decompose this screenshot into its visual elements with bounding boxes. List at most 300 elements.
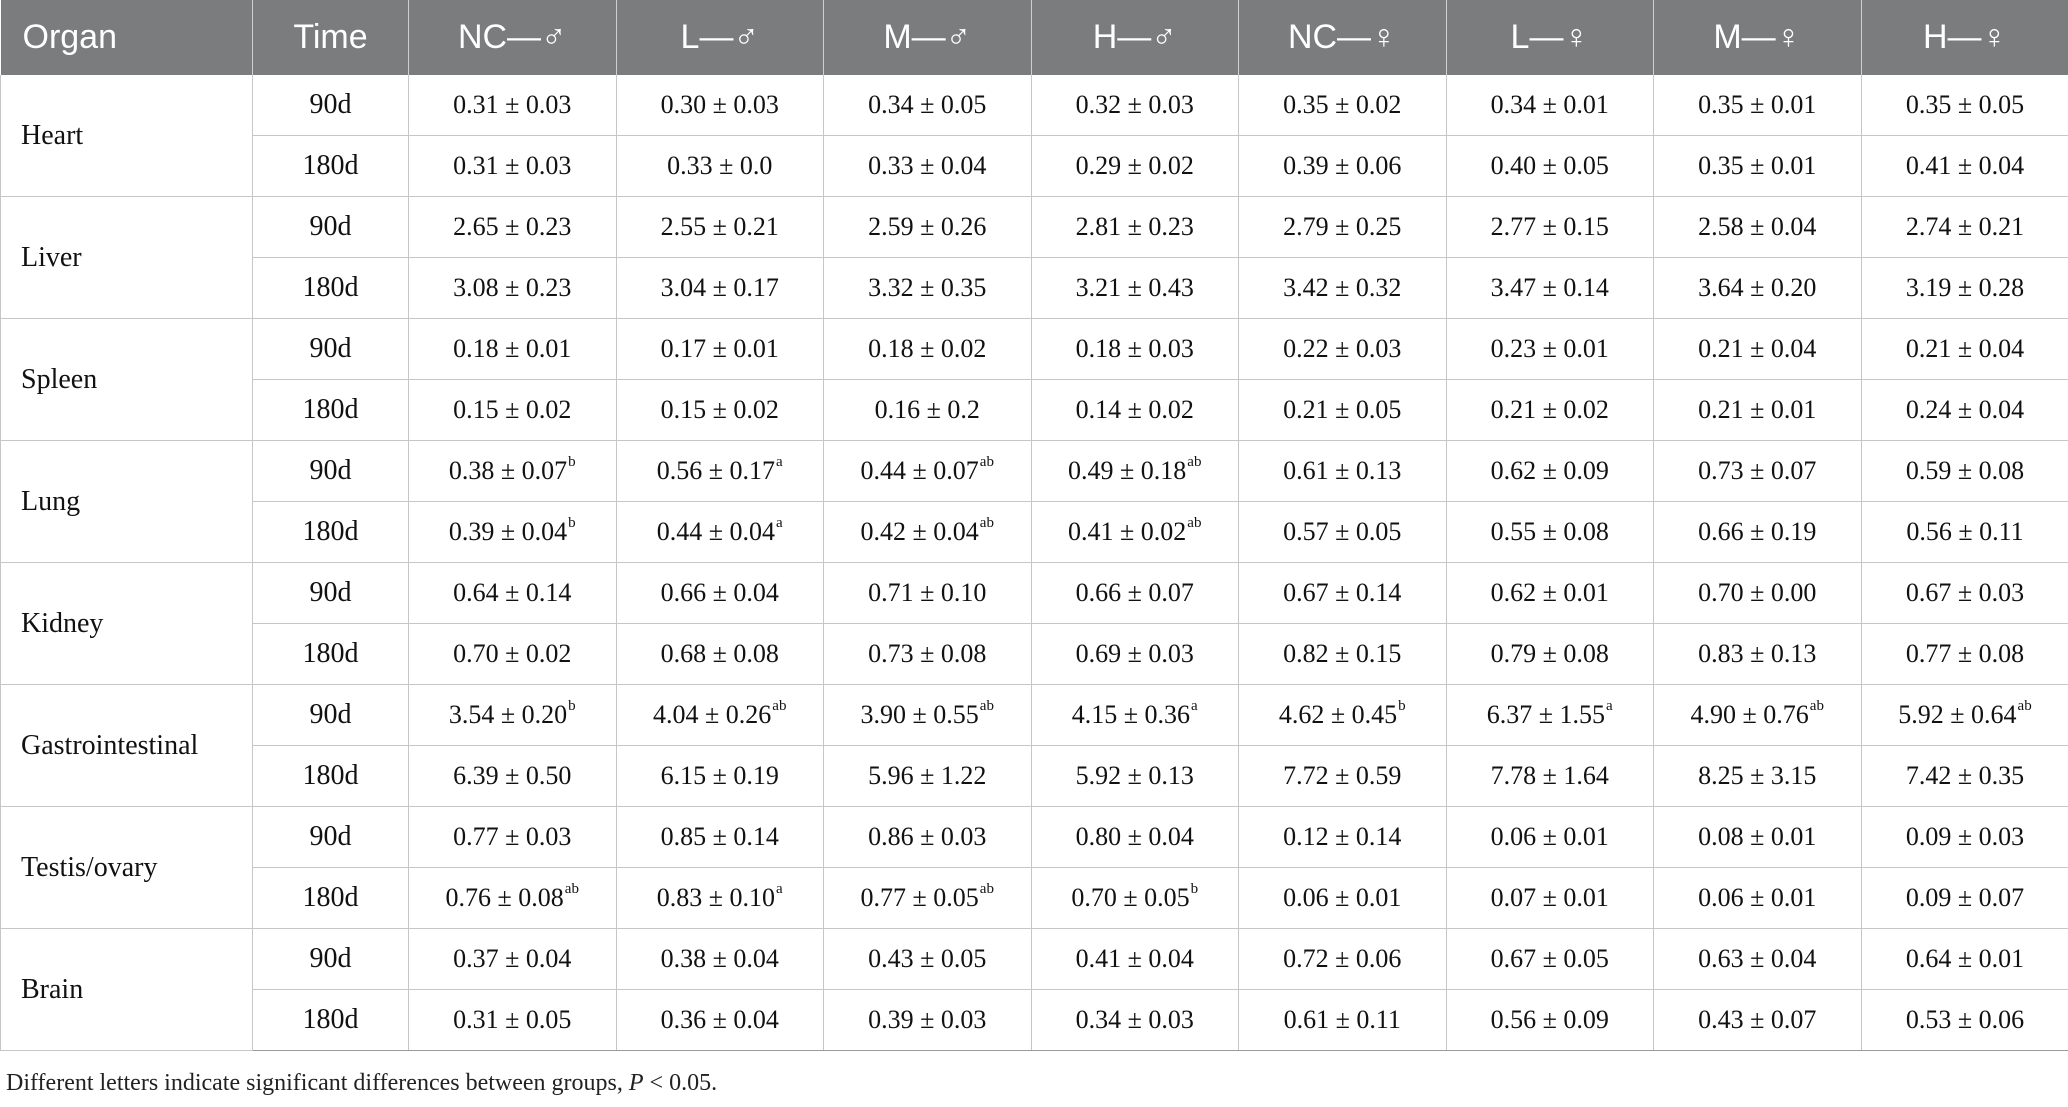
value-text: 0.31 ± 0.05 — [453, 1005, 572, 1034]
value-cell — [1239, 563, 1447, 624]
value-cell — [824, 929, 1032, 990]
value-text: 0.15 ± 0.02 — [660, 395, 779, 424]
value-text: 0.53 ± 0.06 — [1905, 1005, 2025, 1034]
value-cell — [409, 990, 617, 1051]
value-text: 0.77 ± 0.05 — [860, 883, 979, 912]
significance-letter: ab — [1187, 454, 1202, 470]
value-cell — [409, 197, 617, 258]
time-cell: 180d — [253, 868, 409, 929]
value-cell — [1031, 136, 1239, 197]
value-cell — [1031, 258, 1239, 319]
value-text: 7.72 ± 0.59 — [1283, 761, 1402, 790]
value-text: 0.29 ± 0.02 — [1075, 151, 1194, 180]
value-text: 0.49 ± 0.18 — [1068, 456, 1187, 485]
value-text: 0.24 ± 0.04 — [1905, 395, 2025, 424]
value-text: 0.18 ± 0.02 — [868, 334, 987, 363]
time-cell: 90d — [253, 563, 409, 624]
value-cell — [1654, 746, 1862, 807]
value-text: 0.41 ± 0.04 — [1075, 944, 1194, 973]
value-text: 0.31 ± 0.03 — [453, 90, 572, 119]
value-text: 0.21 ± 0.04 — [1698, 334, 1817, 363]
value-cell — [824, 746, 1032, 807]
value-cell — [1446, 258, 1654, 319]
significance-letter: ab — [979, 698, 994, 714]
value-cell — [824, 502, 1032, 563]
table-row — [1, 441, 2068, 502]
value-text: 5.96 ± 1.22 — [868, 761, 987, 790]
value-cell — [1654, 990, 1862, 1051]
value-cell — [1654, 380, 1862, 441]
value-cell — [1654, 75, 1862, 136]
value-text: 0.77 ± 0.03 — [453, 822, 572, 851]
time-cell: 90d — [253, 929, 409, 990]
value-text: 0.70 ± 0.00 — [1698, 578, 1817, 607]
value-text: 2.55 ± 0.21 — [660, 212, 779, 241]
value-text: 5.92 ± 0.64 — [1898, 700, 2017, 729]
column-header: NC—♀ — [1239, 0, 1447, 75]
value-text: 0.73 ± 0.08 — [868, 639, 987, 668]
value-cell — [1446, 746, 1654, 807]
value-text: 0.40 ± 0.05 — [1490, 151, 1609, 180]
significance-letter: b — [568, 698, 576, 714]
value-text: 0.63 ± 0.04 — [1698, 944, 1817, 973]
value-cell — [824, 563, 1032, 624]
value-text: 0.69 ± 0.03 — [1075, 639, 1194, 668]
value-text: 8.25 ± 3.15 — [1698, 761, 1817, 790]
table-row — [1, 380, 2068, 441]
value-cell — [824, 807, 1032, 868]
value-cell — [1654, 136, 1862, 197]
value-cell — [1031, 624, 1239, 685]
table-row — [1, 563, 2068, 624]
value-cell — [409, 685, 617, 746]
value-cell — [409, 563, 617, 624]
value-cell — [1446, 380, 1654, 441]
header-row — [1, 0, 2068, 75]
value-text: 0.35 ± 0.01 — [1698, 151, 1817, 180]
value-text: 0.18 ± 0.03 — [1075, 334, 1194, 363]
significance-letter: a — [776, 515, 783, 531]
value-cell — [1861, 319, 2068, 380]
value-cell — [1031, 319, 1239, 380]
value-text: 2.79 ± 0.25 — [1283, 212, 1402, 241]
value-text: 5.92 ± 0.13 — [1075, 761, 1194, 790]
value-text: 0.72 ± 0.06 — [1283, 944, 1402, 973]
significance-letter: ab — [979, 454, 994, 470]
value-cell — [824, 197, 1032, 258]
value-cell — [1654, 685, 1862, 746]
value-text: 0.21 ± 0.04 — [1905, 334, 2025, 363]
value-cell — [1031, 441, 1239, 502]
value-text: 3.21 ± 0.43 — [1075, 273, 1194, 302]
value-text: 0.66 ± 0.04 — [660, 578, 779, 607]
value-text: 0.31 ± 0.03 — [453, 151, 572, 180]
value-cell — [824, 258, 1032, 319]
value-cell — [1861, 197, 2068, 258]
value-cell — [1031, 807, 1239, 868]
value-cell — [1239, 807, 1447, 868]
value-cell — [409, 746, 617, 807]
value-text: 0.68 ± 0.08 — [660, 639, 779, 668]
value-text: 2.59 ± 0.26 — [868, 212, 987, 241]
value-text: 7.78 ± 1.64 — [1490, 761, 1609, 790]
time-cell: 180d — [253, 746, 409, 807]
value-cell — [409, 319, 617, 380]
value-text: 0.56 ± 0.09 — [1490, 1005, 1609, 1034]
column-header: L—♀ — [1446, 0, 1654, 75]
value-text: 0.67 ± 0.14 — [1283, 578, 1402, 607]
value-cell — [824, 868, 1032, 929]
table-row — [1, 136, 2068, 197]
value-text: 0.55 ± 0.08 — [1490, 517, 1609, 546]
value-cell — [1446, 441, 1654, 502]
time-cell: 90d — [253, 685, 409, 746]
organ-cell: Heart — [1, 75, 253, 197]
value-text: 0.56 ± 0.17 — [656, 456, 776, 485]
value-cell — [1031, 380, 1239, 441]
value-cell — [1861, 685, 2068, 746]
value-cell — [1446, 563, 1654, 624]
value-text: 0.41 ± 0.04 — [1905, 151, 2025, 180]
value-text: 0.17 ± 0.01 — [660, 334, 779, 363]
value-text: 0.67 ± 0.03 — [1905, 578, 2025, 607]
significance-letter: a — [1191, 698, 1198, 714]
value-cell — [1861, 380, 2068, 441]
value-cell — [824, 441, 1032, 502]
table-row — [1, 685, 2068, 746]
column-header: M—♀ — [1654, 0, 1862, 75]
table-header — [1, 0, 2068, 75]
value-cell — [1446, 624, 1654, 685]
value-cell — [1031, 75, 1239, 136]
organ-cell: Gastrointestinal — [1, 685, 253, 807]
table-row — [1, 868, 2068, 929]
column-header: H—♂ — [1031, 0, 1239, 75]
value-cell — [616, 75, 824, 136]
table-row — [1, 319, 2068, 380]
significance-letter: b — [568, 515, 576, 531]
table-row — [1, 197, 2068, 258]
value-cell — [1239, 624, 1447, 685]
value-text: 0.70 ± 0.05 — [1071, 883, 1190, 912]
value-text: 0.37 ± 0.04 — [453, 944, 572, 973]
value-text: 4.62 ± 0.45 — [1278, 700, 1398, 729]
value-text: 0.71 ± 0.10 — [868, 578, 987, 607]
value-cell — [616, 807, 824, 868]
value-cell — [1861, 990, 2068, 1051]
time-cell: 180d — [253, 136, 409, 197]
value-cell — [1239, 258, 1447, 319]
time-cell: 90d — [253, 75, 409, 136]
column-header: Organ — [1, 0, 253, 75]
time-cell: 180d — [253, 624, 409, 685]
table-row — [1, 258, 2068, 319]
value-text: 0.61 ± 0.11 — [1283, 1005, 1401, 1034]
value-cell — [1446, 868, 1654, 929]
table-body — [1, 75, 2068, 1051]
value-cell — [409, 624, 617, 685]
value-cell — [409, 807, 617, 868]
value-text: 0.41 ± 0.02 — [1068, 517, 1187, 546]
value-cell — [616, 746, 824, 807]
value-cell — [616, 258, 824, 319]
value-cell — [824, 75, 1032, 136]
value-cell — [616, 868, 824, 929]
value-cell — [409, 441, 617, 502]
value-cell — [1031, 990, 1239, 1051]
value-cell — [616, 624, 824, 685]
significance-letter: ab — [1809, 698, 1824, 714]
value-text: 0.39 ± 0.04 — [448, 517, 568, 546]
value-text: 0.73 ± 0.07 — [1698, 456, 1817, 485]
value-text: 0.66 ± 0.07 — [1075, 578, 1194, 607]
value-cell — [1031, 563, 1239, 624]
value-text: 0.14 ± 0.02 — [1075, 395, 1194, 424]
value-cell — [1654, 197, 1862, 258]
value-cell — [1446, 319, 1654, 380]
value-text: 0.44 ± 0.04 — [656, 517, 776, 546]
value-cell — [824, 685, 1032, 746]
value-cell — [409, 258, 617, 319]
value-cell — [1654, 502, 1862, 563]
value-text: 6.39 ± 0.50 — [453, 761, 572, 790]
value-cell — [1861, 75, 2068, 136]
value-text: 0.59 ± 0.08 — [1905, 456, 2025, 485]
value-cell — [1031, 197, 1239, 258]
table-row — [1, 624, 2068, 685]
value-cell — [1239, 502, 1447, 563]
table-row — [1, 929, 2068, 990]
organ-cell: Spleen — [1, 319, 253, 441]
value-cell — [824, 136, 1032, 197]
value-cell — [616, 502, 824, 563]
value-cell — [1239, 990, 1447, 1051]
value-cell — [1861, 929, 2068, 990]
value-text: 0.34 ± 0.05 — [868, 90, 987, 119]
value-cell — [616, 990, 824, 1051]
value-cell — [1446, 502, 1654, 563]
column-header: H—♀ — [1861, 0, 2068, 75]
value-cell — [616, 319, 824, 380]
value-text: 7.42 ± 0.35 — [1905, 761, 2025, 790]
value-cell — [1861, 624, 2068, 685]
footnote-p-value: < 0.05. — [643, 1070, 718, 1096]
value-text: 0.83 ± 0.13 — [1698, 639, 1817, 668]
value-text: 0.06 ± 0.01 — [1698, 883, 1817, 912]
value-cell — [1031, 685, 1239, 746]
value-text: 0.21 ± 0.02 — [1490, 395, 1609, 424]
value-cell — [409, 136, 617, 197]
value-text: 0.32 ± 0.03 — [1075, 90, 1194, 119]
value-text: 0.44 ± 0.07 — [860, 456, 979, 485]
value-cell — [616, 197, 824, 258]
value-text: 3.08 ± 0.23 — [453, 273, 572, 302]
organ-cell: Testis/ovary — [1, 807, 253, 929]
value-cell — [1861, 868, 2068, 929]
value-cell — [824, 624, 1032, 685]
value-cell — [1654, 624, 1862, 685]
value-text: 0.83 ± 0.10 — [656, 883, 776, 912]
value-text: 0.64 ± 0.01 — [1905, 944, 2025, 973]
value-cell — [824, 380, 1032, 441]
value-cell — [1239, 441, 1447, 502]
value-text: 0.76 ± 0.08 — [445, 883, 564, 912]
value-text: 0.80 ± 0.04 — [1075, 822, 1194, 851]
value-text: 0.35 ± 0.02 — [1283, 90, 1402, 119]
time-cell: 90d — [253, 441, 409, 502]
value-cell — [1654, 258, 1862, 319]
value-cell — [616, 929, 824, 990]
value-text: 0.09 ± 0.07 — [1905, 883, 2025, 912]
value-text: 0.16 ± 0.2 — [874, 395, 980, 424]
value-cell — [1446, 929, 1654, 990]
value-cell — [1861, 807, 2068, 868]
value-cell — [1239, 136, 1447, 197]
time-cell: 90d — [253, 197, 409, 258]
value-text: 0.33 ± 0.04 — [868, 151, 987, 180]
organ-cell: Lung — [1, 441, 253, 563]
value-cell — [824, 319, 1032, 380]
value-text: 0.42 ± 0.04 — [860, 517, 979, 546]
value-cell — [1446, 990, 1654, 1051]
value-text: 3.64 ± 0.20 — [1698, 273, 1817, 302]
value-cell — [1861, 502, 2068, 563]
value-cell — [409, 75, 617, 136]
value-text: 4.90 ± 0.76 — [1690, 700, 1809, 729]
significance-letter: ab — [979, 881, 994, 897]
value-text: 0.34 ± 0.01 — [1490, 90, 1609, 119]
value-cell — [1446, 197, 1654, 258]
value-text: 0.56 ± 0.11 — [1906, 517, 2024, 546]
value-text: 0.86 ± 0.03 — [868, 822, 987, 851]
value-text: 0.35 ± 0.05 — [1905, 90, 2025, 119]
value-cell — [824, 990, 1032, 1051]
footnote — [6, 1070, 717, 1097]
value-text: 2.77 ± 0.15 — [1490, 212, 1609, 241]
table-row — [1, 746, 2068, 807]
time-cell: 90d — [253, 807, 409, 868]
value-text: 0.07 ± 0.01 — [1490, 883, 1609, 912]
value-cell — [1239, 319, 1447, 380]
value-cell — [409, 929, 617, 990]
table-row — [1, 807, 2068, 868]
value-text: 0.22 ± 0.03 — [1283, 334, 1402, 363]
value-cell — [1861, 746, 2068, 807]
time-cell: 180d — [253, 380, 409, 441]
value-text: 3.04 ± 0.17 — [660, 273, 779, 302]
value-text: 0.39 ± 0.06 — [1283, 151, 1402, 180]
significance-letter: ab — [564, 881, 579, 897]
value-text: 0.15 ± 0.02 — [453, 395, 572, 424]
table-row — [1, 990, 2068, 1051]
value-text: 0.43 ± 0.07 — [1698, 1005, 1817, 1034]
value-text: 3.47 ± 0.14 — [1490, 273, 1609, 302]
column-header: Time — [253, 0, 409, 75]
value-cell — [1654, 868, 1862, 929]
value-text: 2.74 ± 0.21 — [1905, 212, 2025, 241]
organ-cell: Liver — [1, 197, 253, 319]
value-text: 0.38 ± 0.07 — [448, 456, 568, 485]
value-cell — [1654, 929, 1862, 990]
value-text: 0.12 ± 0.14 — [1283, 822, 1402, 851]
value-text: 0.21 ± 0.05 — [1283, 395, 1402, 424]
footnote-text: Different letters indicate significant differences between groups, — [6, 1070, 629, 1096]
value-cell — [1446, 807, 1654, 868]
value-text: 3.54 ± 0.20 — [448, 700, 568, 729]
value-text: 0.66 ± 0.19 — [1698, 517, 1817, 546]
column-header: L—♂ — [616, 0, 824, 75]
significance-letter: a — [1606, 698, 1613, 714]
time-cell: 180d — [253, 258, 409, 319]
value-text: 0.06 ± 0.01 — [1283, 883, 1402, 912]
value-cell — [616, 563, 824, 624]
value-cell — [409, 502, 617, 563]
significance-letter: ab — [1187, 515, 1202, 531]
value-cell — [1446, 75, 1654, 136]
value-cell — [616, 136, 824, 197]
value-text: 6.15 ± 0.19 — [660, 761, 779, 790]
value-text: 2.65 ± 0.23 — [453, 212, 572, 241]
value-cell — [616, 685, 824, 746]
value-text: 0.62 ± 0.09 — [1490, 456, 1609, 485]
organ-cell: Brain — [1, 929, 253, 1051]
table-row — [1, 75, 2068, 136]
value-text: 0.09 ± 0.03 — [1905, 822, 2025, 851]
value-text: 0.08 ± 0.01 — [1698, 822, 1817, 851]
value-cell — [1654, 807, 1862, 868]
value-text: 0.62 ± 0.01 — [1490, 578, 1609, 607]
organ-cell: Kidney — [1, 563, 253, 685]
footnote-p-label: P — [628, 1070, 644, 1096]
value-cell — [1239, 380, 1447, 441]
value-text: 0.57 ± 0.05 — [1283, 517, 1402, 546]
value-text: 0.35 ± 0.01 — [1698, 90, 1817, 119]
value-cell — [1654, 441, 1862, 502]
value-text: 2.81 ± 0.23 — [1075, 212, 1194, 241]
value-text: 3.19 ± 0.28 — [1905, 273, 2025, 302]
value-text: 2.58 ± 0.04 — [1698, 212, 1817, 241]
significance-letter: ab — [979, 515, 994, 531]
value-cell — [1861, 136, 2068, 197]
value-text: 0.64 ± 0.14 — [453, 578, 572, 607]
significance-letter: b — [1398, 698, 1406, 714]
value-text: 0.39 ± 0.03 — [868, 1005, 987, 1034]
value-text: 6.37 ± 1.55 — [1486, 700, 1606, 729]
value-text: 0.79 ± 0.08 — [1490, 639, 1609, 668]
significance-letter: ab — [772, 698, 787, 714]
value-cell — [1031, 868, 1239, 929]
value-cell — [1239, 746, 1447, 807]
value-cell — [409, 380, 617, 441]
column-header: NC—♂ — [409, 0, 617, 75]
value-text: 0.23 ± 0.01 — [1490, 334, 1609, 363]
value-cell — [1861, 563, 2068, 624]
value-cell — [1031, 746, 1239, 807]
value-cell — [1446, 136, 1654, 197]
value-text: 0.33 ± 0.0 — [667, 151, 773, 180]
value-text: 0.34 ± 0.03 — [1075, 1005, 1194, 1034]
value-cell — [1239, 868, 1447, 929]
value-text: 0.30 ± 0.03 — [660, 90, 779, 119]
value-cell — [409, 868, 617, 929]
value-cell — [1031, 502, 1239, 563]
value-cell — [1031, 929, 1239, 990]
value-text: 0.06 ± 0.01 — [1490, 822, 1609, 851]
value-text: 0.61 ± 0.13 — [1283, 456, 1402, 485]
value-text: 0.43 ± 0.05 — [868, 944, 987, 973]
value-cell — [1239, 685, 1447, 746]
value-cell — [1654, 563, 1862, 624]
